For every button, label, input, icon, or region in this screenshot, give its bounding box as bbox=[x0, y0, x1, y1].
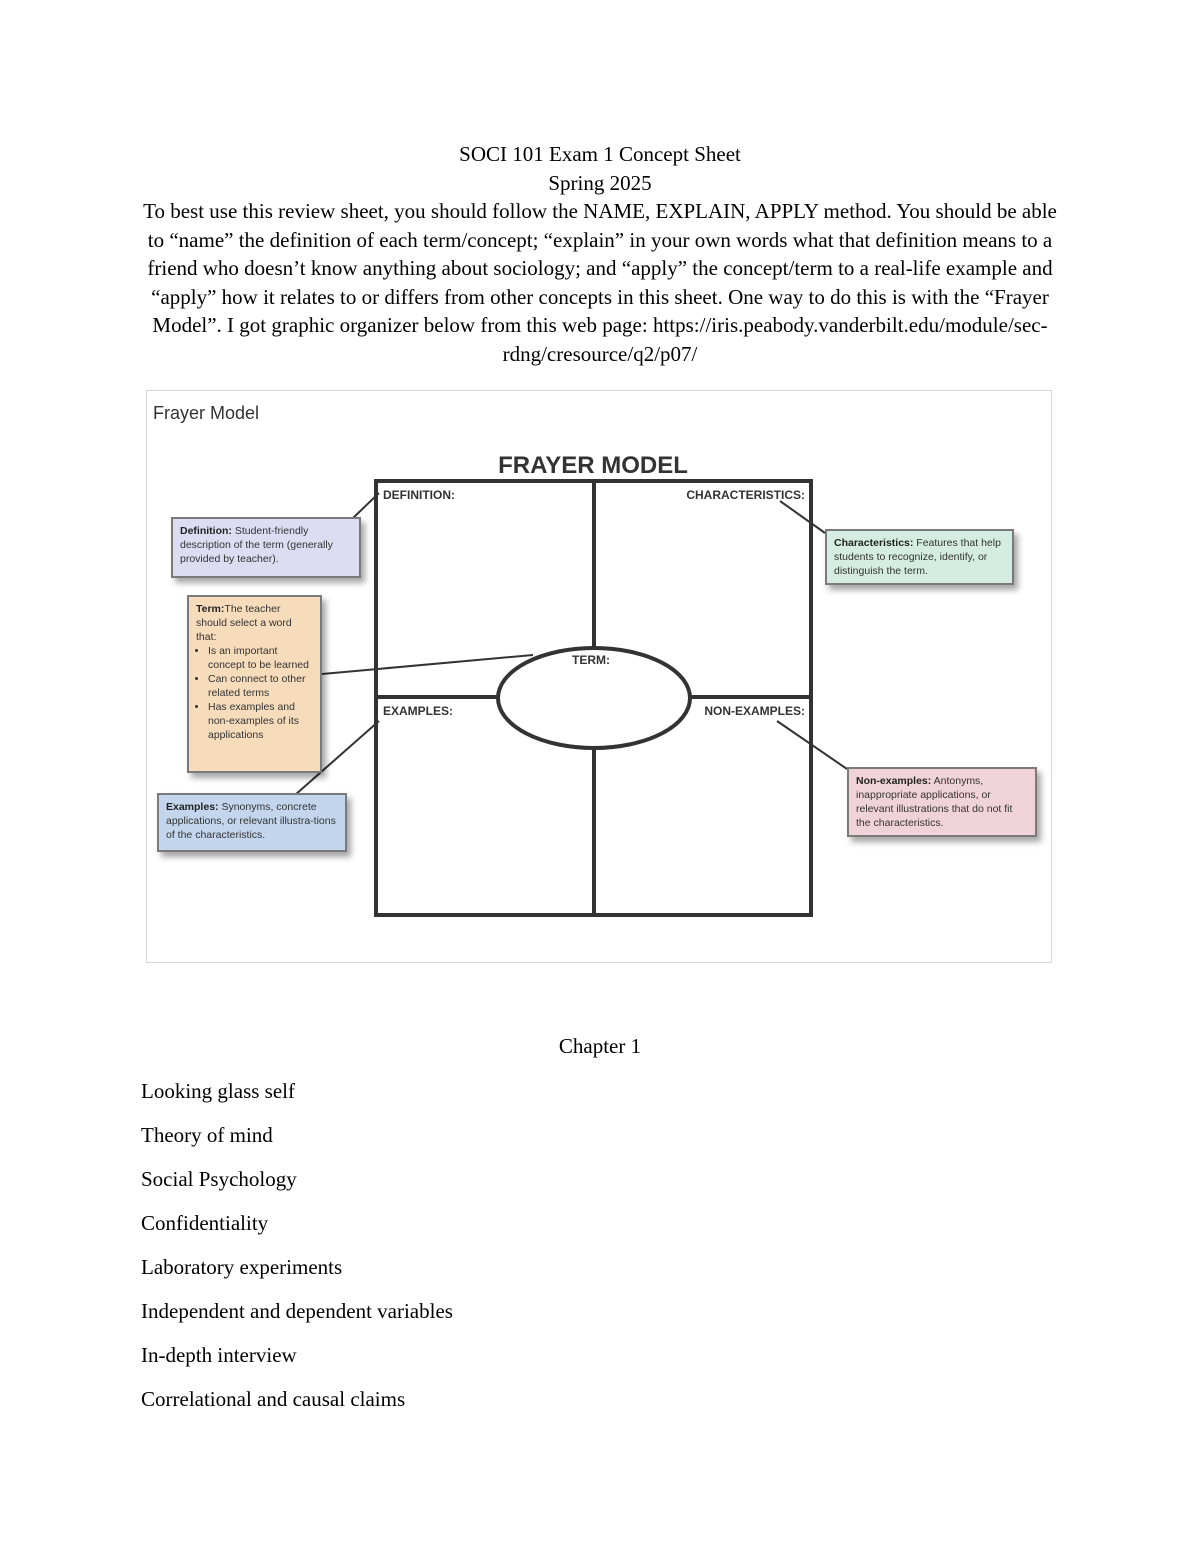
term-callout-bullets bbox=[196, 644, 313, 742]
quadrant-non-examples-label: NON-EXAMPLES: bbox=[704, 704, 805, 718]
definition-callout-label: Definition: bbox=[180, 525, 232, 537]
term-callout-text: The teacher should select a word that: bbox=[196, 603, 292, 643]
quadrant-examples-label: EXAMPLES: bbox=[383, 704, 454, 718]
figure-caption: Frayer Model bbox=[153, 403, 260, 423]
concept-item: Correlational and causal claims bbox=[141, 1387, 406, 1411]
term-callout-bullet: • Can connect to other related terms bbox=[208, 672, 313, 700]
concept-item: Social Psychology bbox=[141, 1167, 297, 1191]
chapter-title: Chapter 1 bbox=[558, 1034, 642, 1058]
examples-callout bbox=[157, 793, 347, 852]
definition-callout-text: Student-friendly description of the term (generally provided by teacher). bbox=[180, 525, 333, 565]
frayer-model-figure bbox=[146, 390, 1052, 963]
term-callout-label: Term: bbox=[196, 603, 225, 615]
term-label: TERM: bbox=[572, 653, 610, 667]
concept-item: Theory of mind bbox=[141, 1123, 273, 1147]
term-callout-bullet: • Has examples and non-examples of its applications bbox=[208, 700, 313, 742]
concept-item: Confidentiality bbox=[141, 1211, 269, 1235]
characteristics-callout-text: Features that help students to recognize, identify, or distinguish the term. bbox=[834, 537, 1001, 577]
document-term: Spring 2025 bbox=[548, 170, 652, 195]
characteristics-connector bbox=[780, 501, 825, 533]
document-header bbox=[140, 140, 1060, 368]
characteristics-callout bbox=[825, 529, 1014, 585]
concept-list bbox=[141, 1077, 453, 1429]
quadrant-characteristics-label: CHARACTERISTICS: bbox=[686, 488, 805, 502]
document-title: SOCI 101 Exam 1 Concept Sheet bbox=[459, 142, 741, 166]
term-callout bbox=[187, 595, 322, 773]
non-examples-callout bbox=[847, 767, 1037, 837]
diagram-title: FRAYER MODEL bbox=[498, 452, 688, 479]
quadrant-definition-label: DEFINITION: bbox=[383, 488, 455, 502]
concept-item: Laboratory experiments bbox=[141, 1255, 343, 1279]
concept-item: In-depth interview bbox=[141, 1343, 297, 1367]
definition-callout bbox=[171, 517, 361, 578]
characteristics-callout-label: Characteristics: bbox=[834, 537, 914, 549]
examples-callout-label: Examples: bbox=[166, 801, 219, 813]
concept-item: Independent and dependent variables bbox=[141, 1299, 453, 1323]
non-examples-callout-label: Non-examples: bbox=[856, 775, 932, 787]
intro-paragraph: To best use this review sheet, you should follow the NAME, EXPLAIN, APPLY method. You should be able to “name” the definition of each term/concept; “explain” in your own words what that definition means to a friend who doesn’t know anything about sociology; and “apply” the concept/term to a real-life example and “apply” how it relates to or differs from other concepts in this sheet. One way to do this is with the “Frayer Model”. I got graphic organizer below from this web page: https://iris.peabody.vanderbilt.edu/module/sec-rdng/cresource/q2/p07/ bbox=[143, 199, 1057, 366]
term-connector bbox=[322, 655, 533, 674]
examples-callout-text: Synonyms, concrete applications, or relevant illustra-tions of the characteristics. bbox=[166, 801, 336, 841]
concept-item: Looking glass self bbox=[141, 1079, 295, 1103]
non-examples-callout-text: Antonyms, inappropriate applications, or relevant illustrations that do not fit the characteristics. bbox=[856, 775, 1013, 829]
term-callout-bullet: • Is an important concept to be learned bbox=[208, 644, 313, 672]
